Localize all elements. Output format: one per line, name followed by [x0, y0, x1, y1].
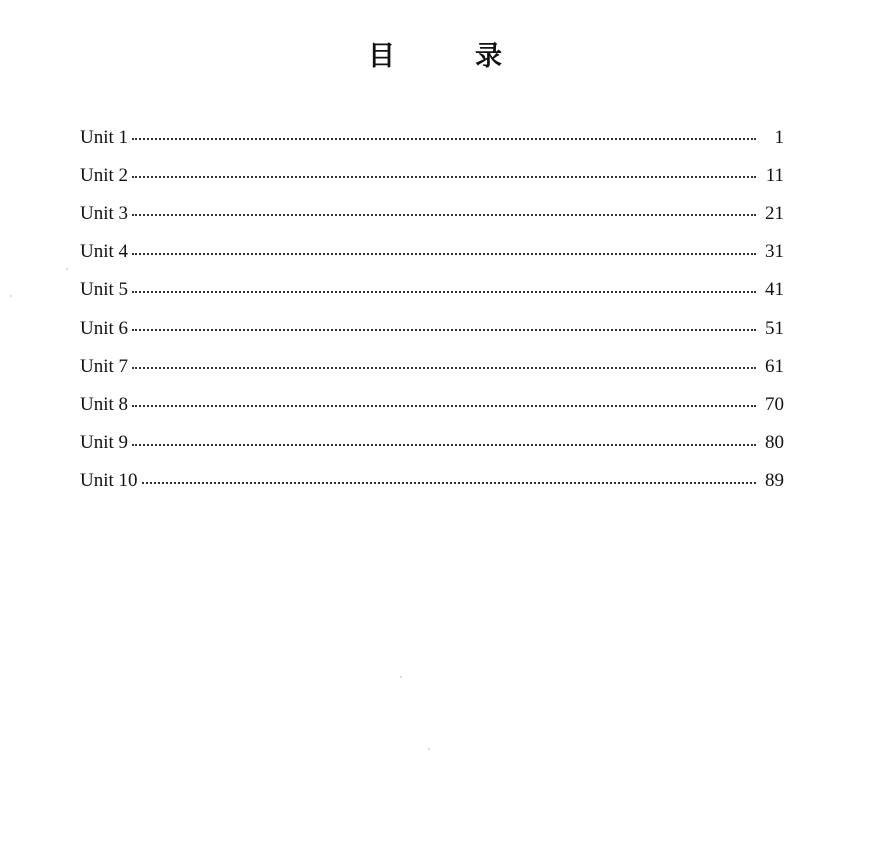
toc-page-number: 89 [765, 470, 784, 492]
toc-page-number: 11 [765, 164, 784, 186]
toc-entry-unit-7[interactable] [80, 347, 784, 385]
toc-page-number: 51 [765, 317, 784, 339]
toc-label: Unit 5 [80, 279, 129, 301]
toc-label: Unit 7 [80, 355, 129, 377]
toc-label: Unit 4 [80, 241, 129, 263]
toc-dot-leader [132, 253, 756, 255]
toc-dot-leader [132, 214, 756, 216]
toc-entry-unit-2[interactable] [80, 156, 784, 194]
toc-label: Unit 8 [80, 393, 129, 415]
toc-dot-leader [132, 444, 756, 446]
title-char-1: 目 [368, 41, 395, 72]
toc-dot-leader [132, 367, 756, 369]
toc-page-number: 31 [765, 241, 784, 263]
toc-entry-unit-1[interactable] [80, 118, 784, 156]
toc-page-number: 61 [765, 355, 784, 377]
scan-speck [428, 748, 430, 750]
toc-label: Unit 9 [80, 432, 129, 454]
toc-label: Unit 3 [80, 202, 129, 224]
toc-dot-leader [132, 176, 756, 178]
toc-page-number: 1 [774, 126, 784, 148]
scan-speck [400, 676, 402, 678]
toc-dot-leader [132, 405, 756, 407]
toc-page-number: 41 [765, 279, 784, 301]
toc-entry-unit-4[interactable] [80, 233, 784, 271]
toc-entry-unit-3[interactable] [80, 194, 784, 232]
toc-label: Unit 2 [80, 164, 129, 186]
toc-entry-unit-9[interactable] [80, 424, 784, 462]
scan-speck [66, 268, 68, 270]
toc-page-number: 70 [765, 393, 784, 415]
toc-entry-unit-6[interactable] [80, 309, 784, 347]
toc-label: Unit 10 [80, 470, 138, 492]
scan-speck [10, 295, 12, 297]
toc-page-number: 80 [765, 432, 784, 454]
toc-dot-leader [132, 138, 756, 140]
title-char-2: 录 [475, 41, 502, 72]
toc-entry-unit-5[interactable] [80, 271, 784, 309]
toc-label: Unit 6 [80, 317, 129, 339]
toc-dot-leader [132, 329, 756, 331]
toc-page-number: 21 [765, 202, 784, 224]
table-of-contents [80, 118, 784, 500]
toc-dot-leader [142, 482, 756, 484]
toc-dot-leader [132, 291, 756, 293]
page-title [0, 34, 870, 73]
toc-entry-unit-10[interactable] [80, 462, 784, 500]
toc-entry-unit-8[interactable] [80, 385, 784, 423]
toc-label: Unit 1 [80, 126, 129, 148]
